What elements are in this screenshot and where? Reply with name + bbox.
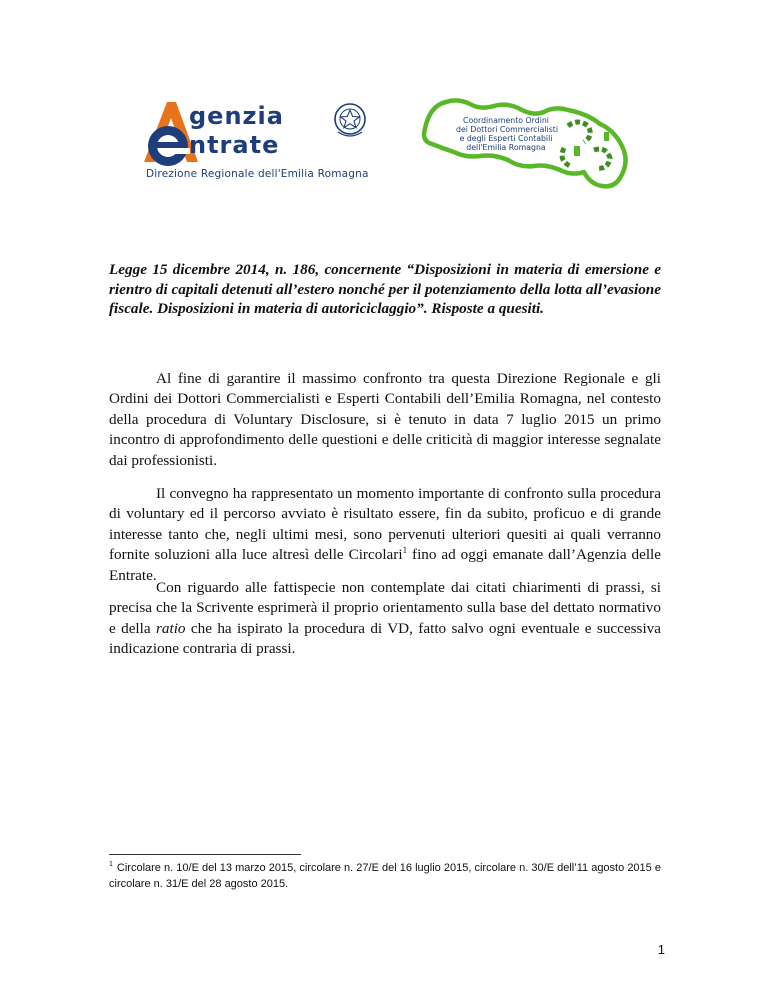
paragraph-1: Al fine di garantire il massimo confronto tra questa Direzione Regionale e gli Ordini dei Dottori Commercialisti e Esperti Contabili dell’Emilia Romagna, nel contesto della procedura di Voluntary Disclosure, si è tenuto in data 7 luglio 2015 un primo incontro di approfondimento delle questioni e delle criticità di maggior interesse segnalate dai professionisti. xyxy=(109,370,661,469)
paragraph-3-start: Con riguardo alle fattispecie non contemplate dai citati chiarimenti di prassi, si precisa che la Scrivente esprimerà il proprio orientamento sulla base del dettato normativo e della xyxy=(109,579,661,637)
italian-republic-emblem-icon xyxy=(332,100,368,140)
agenzia-subtitle: Direzione Regionale dell'Emilia Romagna xyxy=(146,168,369,180)
page-number: 1 xyxy=(657,942,665,957)
paragraph-3-italic: ratio xyxy=(155,619,186,637)
paragraph-3-end: che ha ispirato la procedura di VD, fatto salvo ogni eventuale e successiva indicazione contraria di prassi. xyxy=(109,619,662,658)
ordini-logo-line: Coordinamento Ordini xyxy=(463,116,549,125)
paragraph-2 xyxy=(109,484,661,586)
agenzia-word: genzia xyxy=(189,102,284,130)
footnote-text: Circolare n. 10/E del 13 marzo 2015, circolare n. 27/E del 16 luglio 2015, circolare n. 30/E dell’11 agosto 2015 e circolare n. 31/E del 28 agosto 2015. xyxy=(109,862,661,890)
ordini-logo-line: e degli Esperti Contabili xyxy=(459,134,553,143)
paragraph-2-end: fino ad oggi emanate dall’Agenzia delle Entrate. xyxy=(109,546,661,584)
footnote-number: 1 xyxy=(109,861,113,868)
footnote xyxy=(109,861,661,892)
ordini-logo-line: dell'Emilia Romagna xyxy=(466,143,546,152)
paragraph-3 xyxy=(109,578,661,660)
footnote-reference: 1 xyxy=(402,545,408,556)
paragraph-2-text: Il convegno ha rappresentato un momento importante di confronto sulla procedura di voluntary ed il percorso avviato è risultato essere, fin da subito, proficuo e di grande interesse tanto che, negli ultimi mesi, sono pervenuti ulteriori quesiti ai quali verranno fornite soluzioni alla luce altresì delle Circolari xyxy=(109,485,661,564)
ordini-logo-line: dei Dottori Commercialisti xyxy=(456,125,558,134)
agenzia-entrate-logo xyxy=(140,98,368,186)
entrate-word: ntrate xyxy=(189,131,280,159)
document-title: Legge 15 dicembre 2014, n. 186, concernente “Disposizioni in materia di emersione e rientro di capitali detenuti all’estero nonché per il potenziamento della lotta all’evasione fiscale. Disposizioni in materia di autoriciclaggio”. Risposte a quesiti. xyxy=(109,261,661,317)
ordini-logo-text xyxy=(456,116,556,152)
ordini-emilia-romagna-logo xyxy=(418,96,638,192)
footnote-divider xyxy=(109,854,301,855)
